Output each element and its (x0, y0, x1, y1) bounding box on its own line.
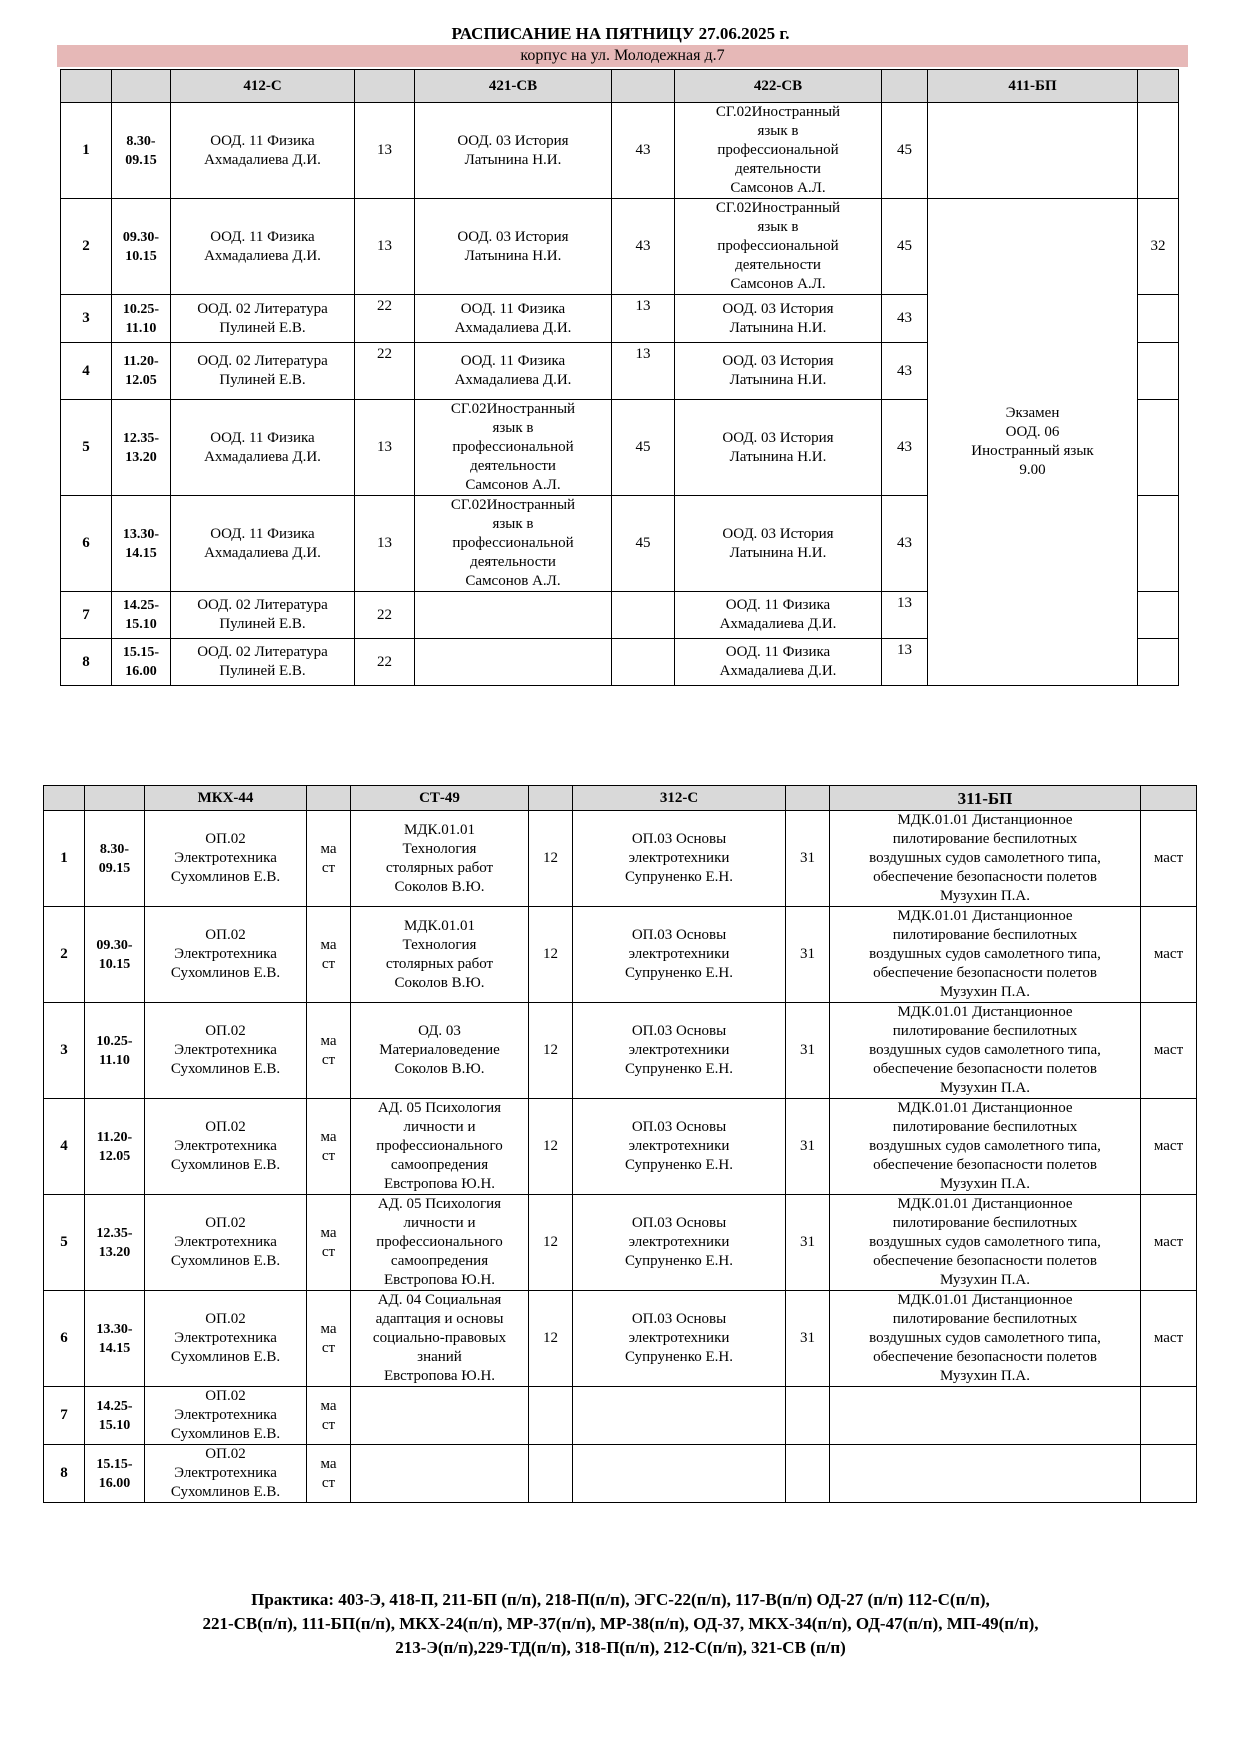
room-cell: 43 (882, 295, 928, 343)
lesson-time: 10.25- 11.10 (85, 1003, 145, 1099)
lesson-time: 13.30- 14.15 (112, 496, 171, 592)
subject-cell: МДК.01.01 Дистанционное пилотирование беспилотных воздушных судов самолетного типа, обеспечение безопасности полетов Музухин П.А. (830, 907, 1141, 1003)
room-cell: 13 (612, 343, 675, 400)
subject-cell: МДК.01.01 Дистанционное пилотирование беспилотных воздушных судов самолетного типа, обеспечение безопасности полетов Музухин П.А. (830, 1099, 1141, 1195)
room-cell (1138, 295, 1179, 343)
lesson-number: 2 (61, 199, 112, 295)
room-cell: 45 (882, 103, 928, 199)
room-cell: 43 (882, 496, 928, 592)
room-cell: ма ст (307, 1445, 351, 1503)
room-cell (1138, 343, 1179, 400)
lesson-number: 6 (44, 1291, 85, 1387)
room-cell (529, 1445, 573, 1503)
subject-cell: МДК.01.01 Дистанционное пилотирование беспилотных воздушных судов самолетного типа, обеспечение безопасности полетов Музухин П.А. (830, 1195, 1141, 1291)
subject-cell (351, 1387, 529, 1445)
group-header: СТ-49 (351, 786, 529, 811)
subject-cell (830, 1445, 1141, 1503)
room-cell (529, 1387, 573, 1445)
subject-cell: АД. 05 Психология личности и профессионального самоопредения Евстропова Ю.Н. (351, 1099, 529, 1195)
lesson-number: 8 (44, 1445, 85, 1503)
subject-cell: СГ.02Иностранный язык в профессиональной деятельности Самсонов А.Л. (415, 400, 612, 496)
room-cell: 45 (612, 496, 675, 592)
lesson-time: 12.35- 13.20 (85, 1195, 145, 1291)
room-cell (1141, 1445, 1197, 1503)
subject-cell: ООД. 11 Физика Ахмадалиева Д.И. (415, 295, 612, 343)
room-cell: 22 (355, 343, 415, 400)
subject-cell: ОП.03 Основы электротехники Супруненко Е.Н. (573, 1195, 786, 1291)
room-cell: ма ст (307, 1099, 351, 1195)
lesson-number: 1 (61, 103, 112, 199)
room-cell: 12 (529, 1003, 573, 1099)
room-cell: ма ст (307, 1291, 351, 1387)
subject-cell (351, 1445, 529, 1503)
lesson-number: 3 (44, 1003, 85, 1099)
room-cell: 12 (529, 1099, 573, 1195)
subject-cell (415, 592, 612, 639)
room-cell (1138, 639, 1179, 686)
room-cell: 13 (882, 592, 928, 639)
room-cell: ма ст (307, 907, 351, 1003)
subject-cell: ОП.02 Электротехника Сухомлинов Е.В. (145, 1195, 307, 1291)
subject-cell: ООД. 11 Физика Ахмадалиева Д.И. (675, 592, 882, 639)
room-cell: 31 (786, 1003, 830, 1099)
subject-cell: ООД. 03 История Латынина Н.И. (415, 199, 612, 295)
subject-cell (573, 1445, 786, 1503)
lesson-number: 7 (61, 592, 112, 639)
lesson-number: 6 (61, 496, 112, 592)
room-cell (612, 639, 675, 686)
subject-cell: ООД. 11 Физика Ахмадалиева Д.И. (415, 343, 612, 400)
lesson-time: 11.20- 12.05 (112, 343, 171, 400)
building-banner: корпус на ул. Молодежная д.7 (57, 45, 1188, 67)
subject-cell: СГ.02Иностранный язык в профессиональной деятельности Самсонов А.Л. (415, 496, 612, 592)
subject-cell: ОП.03 Основы электротехники Супруненко Е.Н. (573, 1003, 786, 1099)
page-title: РАСПИСАНИЕ НА ПЯТНИЦУ 27.06.2025 г. (451, 24, 790, 43)
lesson-time: 8.30- 09.15 (112, 103, 171, 199)
group-header: 412-С (171, 70, 355, 103)
room-cell: 43 (612, 199, 675, 295)
room-cell (1138, 103, 1179, 199)
room-cell (1141, 1387, 1197, 1445)
lesson-time: 15.15- 16.00 (112, 639, 171, 686)
lesson-number: 2 (44, 907, 85, 1003)
subject-cell: ОП.02 Электротехника Сухомлинов Е.В. (145, 1387, 307, 1445)
subject-cell (415, 639, 612, 686)
subject-cell: ОП.02 Электротехника Сухомлинов Е.В. (145, 1099, 307, 1195)
subject-cell: МДК.01.01 Технология столярных работ Соколов В.Ю. (351, 907, 529, 1003)
subject-cell: ООД. 03 История Латынина Н.И. (415, 103, 612, 199)
room-cell: 43 (612, 103, 675, 199)
room-cell: ма ст (307, 811, 351, 907)
room-cell: 13 (355, 400, 415, 496)
lesson-number: 5 (61, 400, 112, 496)
table-row (44, 1387, 1197, 1445)
subject-cell: ОП.03 Основы электротехники Супруненко Е.Н. (573, 811, 786, 907)
subject-cell: ОП.03 Основы электротехники Супруненко Е.Н. (573, 1099, 786, 1195)
subject-cell: МДК.01.01 Дистанционное пилотирование беспилотных воздушных судов самолетного типа, обеспечение безопасности полетов Музухин П.А. (830, 1003, 1141, 1099)
room-cell: 22 (355, 295, 415, 343)
room-cell: 12 (529, 811, 573, 907)
lesson-time: 15.15- 16.00 (85, 1445, 145, 1503)
subject-cell: АД. 04 Социальная адаптация и основы социально-правовых знаний Евстропова Ю.Н. (351, 1291, 529, 1387)
table-row (44, 811, 1197, 907)
room-cell: маст (1141, 907, 1197, 1003)
lesson-time: 10.25- 11.10 (112, 295, 171, 343)
subject-cell: СГ.02Иностранный язык в профессиональной деятельности Самсонов А.Л. (675, 199, 882, 295)
subject-cell: ООД. 11 Физика Ахмадалиева Д.И. (171, 400, 355, 496)
subject-cell (928, 103, 1138, 199)
lesson-number: 3 (61, 295, 112, 343)
room-cell: 43 (882, 400, 928, 496)
lesson-number: 7 (44, 1387, 85, 1445)
group-header: 422-СВ (675, 70, 882, 103)
table-header-row (61, 70, 1179, 103)
schedule-table-2 (43, 785, 1197, 1503)
room-cell: 12 (529, 1195, 573, 1291)
room-cell: 13 (355, 103, 415, 199)
subject-cell: АД. 05 Психология личности и профессионального самоопредения Евстропова Ю.Н. (351, 1195, 529, 1291)
subject-cell (573, 1387, 786, 1445)
schedule-table-1 (60, 69, 1179, 686)
subject-cell: ОП.03 Основы электротехники Супруненко Е.Н. (573, 907, 786, 1003)
lesson-time: 14.25- 15.10 (85, 1387, 145, 1445)
subject-cell: ООД. 11 Физика Ахмадалиева Д.И. (171, 103, 355, 199)
room-cell: ма ст (307, 1387, 351, 1445)
subject-cell: ОП.02 Электротехника Сухомлинов Е.В. (145, 1291, 307, 1387)
subject-cell: СГ.02Иностранный язык в профессиональной деятельности Самсонов А.Л. (675, 103, 882, 199)
subject-cell: ООД. 11 Физика Ахмадалиева Д.И. (171, 199, 355, 295)
subject-cell: ОД. 03 Материаловедение Соколов В.Ю. (351, 1003, 529, 1099)
room-cell: 13 (355, 199, 415, 295)
subject-cell: ООД. 02 Литература Пулиней Е.В. (171, 639, 355, 686)
lesson-number: 5 (44, 1195, 85, 1291)
subject-cell: ООД. 02 Литература Пулиней Е.В. (171, 295, 355, 343)
lesson-time: 12.35- 13.20 (112, 400, 171, 496)
room-cell: 22 (355, 639, 415, 686)
room-cell: ма ст (307, 1003, 351, 1099)
room-cell: 43 (882, 343, 928, 400)
room-cell: 13 (355, 496, 415, 592)
room-cell: 31 (786, 1099, 830, 1195)
lesson-number: 1 (44, 811, 85, 907)
subject-cell: ООД. 11 Физика Ахмадалиева Д.И. (675, 639, 882, 686)
table-row (44, 1195, 1197, 1291)
subject-cell: ООД. 03 История Латынина Н.И. (675, 343, 882, 400)
lesson-number: 4 (61, 343, 112, 400)
room-cell (786, 1387, 830, 1445)
practice-footer: Практика: 403-Э, 418-П, 211-БП (п/п), 218-П(п/п), ЭГС-22(п/п), 117-В(п/п) ОД-27 (п/п) 112-С(п/п), 221-СВ(п/п), 111-БП(п/п), МКХ-24(п/п), МР-37(п/п), МР-38(п/п), ОД-37, МКХ-34(п/п), ОД-47(п/п), МП-49(п/п), 213-Э(п/п),229-ТД(п/п), 318-П(п/п), 212-С(п/п), 321-СВ (п/п) (202, 1590, 1039, 1657)
room-cell: маст (1141, 1099, 1197, 1195)
table-row (44, 1003, 1197, 1099)
group-header: 311-БП (830, 786, 1141, 811)
lesson-number: 8 (61, 639, 112, 686)
table-row (44, 907, 1197, 1003)
table-row (61, 199, 1179, 295)
lesson-time: 09.30- 10.15 (112, 199, 171, 295)
table-row (61, 103, 1179, 199)
subject-cell: МДК.01.01 Технология столярных работ Соколов В.Ю. (351, 811, 529, 907)
lesson-time: 8.30- 09.15 (85, 811, 145, 907)
room-cell: 32 (1138, 199, 1179, 295)
room-cell (1138, 400, 1179, 496)
subject-cell: ООД. 11 Физика Ахмадалиева Д.И. (171, 496, 355, 592)
room-cell: маст (1141, 1291, 1197, 1387)
room-cell: 31 (786, 907, 830, 1003)
room-cell: 22 (355, 592, 415, 639)
subject-cell: ОП.03 Основы электротехники Супруненко Е.Н. (573, 1291, 786, 1387)
room-cell: 13 (882, 639, 928, 686)
subject-cell: ОП.02 Электротехника Сухомлинов Е.В. (145, 1003, 307, 1099)
room-cell (1138, 592, 1179, 639)
table-row (44, 1099, 1197, 1195)
group-header: 411-БП (928, 70, 1138, 103)
room-cell: 45 (612, 400, 675, 496)
room-cell: 31 (786, 1291, 830, 1387)
subject-cell: МДК.01.01 Дистанционное пилотирование беспилотных воздушных судов самолетного типа, обеспечение безопасности полетов Музухин П.А. (830, 811, 1141, 907)
group-header: МКХ-44 (145, 786, 307, 811)
room-cell: 31 (786, 811, 830, 907)
group-header: 312-С (573, 786, 786, 811)
subject-cell: ООД. 03 История Латынина Н.И. (675, 400, 882, 496)
room-cell: 45 (882, 199, 928, 295)
room-cell (786, 1445, 830, 1503)
table-row (44, 1445, 1197, 1503)
room-cell: 13 (612, 295, 675, 343)
subject-cell: ОП.02 Электротехника Сухомлинов Е.В. (145, 811, 307, 907)
subject-cell: ООД. 02 Литература Пулиней Е.В. (171, 343, 355, 400)
exam-cell: Экзамен ООД. 06 Иностранный язык 9.00 (928, 199, 1138, 686)
lesson-time: 13.30- 14.15 (85, 1291, 145, 1387)
subject-cell: ООД. 02 Литература Пулиней Е.В. (171, 592, 355, 639)
room-cell: 12 (529, 907, 573, 1003)
room-cell (1138, 496, 1179, 592)
subject-cell: ООД. 03 История Латынина Н.И. (675, 496, 882, 592)
lesson-time: 11.20- 12.05 (85, 1099, 145, 1195)
subject-cell: ОП.02 Электротехника Сухомлинов Е.В. (145, 1445, 307, 1503)
lesson-number: 4 (44, 1099, 85, 1195)
room-cell: ма ст (307, 1195, 351, 1291)
table-row (44, 1291, 1197, 1387)
subject-cell: МДК.01.01 Дистанционное пилотирование беспилотных воздушных судов самолетного типа, обеспечение безопасности полетов Музухин П.А. (830, 1291, 1141, 1387)
room-cell: маст (1141, 1195, 1197, 1291)
subject-cell (830, 1387, 1141, 1445)
room-cell: маст (1141, 1003, 1197, 1099)
room-cell: 31 (786, 1195, 830, 1291)
lesson-time: 14.25- 15.10 (112, 592, 171, 639)
room-cell: маст (1141, 811, 1197, 907)
table-header-row (44, 786, 1197, 811)
room-cell: 12 (529, 1291, 573, 1387)
group-header: 421-СВ (415, 70, 612, 103)
lesson-time: 09.30- 10.15 (85, 907, 145, 1003)
subject-cell: ОП.02 Электротехника Сухомлинов Е.В. (145, 907, 307, 1003)
subject-cell: ООД. 03 История Латынина Н.И. (675, 295, 882, 343)
room-cell (612, 592, 675, 639)
